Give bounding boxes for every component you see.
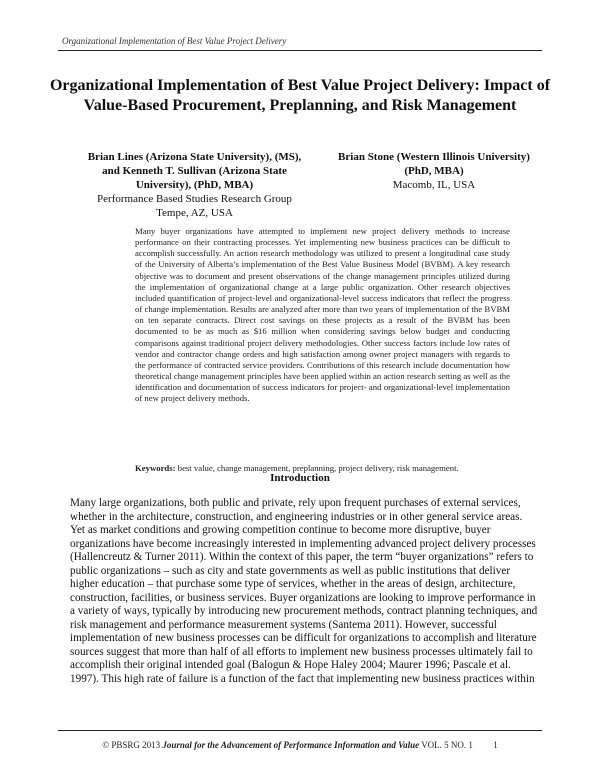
author-1-name-line-3: University), (PhD, MBA): [135, 179, 254, 191]
author-2-name-line-2: (PhD, MBA): [404, 165, 464, 177]
author-1-name-line-2: and Kenneth T. Sullivan (Arizona State: [102, 165, 287, 177]
abstract: Many buyer organizations have attempted to implement new project delivery methods to increase performance on their contracting processes. Yet implementing new business practices can be difficult to accomplish successfully. An action research methodology was utilized to present a longitudinal case study of the University of Alberta’s implementation of the Best Value Business Model (BVBM). A key research objective was to document and present observations of the change management principles utilized during the implementation of organizational change at a large public organization. Other research objectives included quantification of project-level and organizational-level success indicators that reflect the progress of change implementation. Results are analyzed after more than two years of implementation of the BVBM on ten separate contracts. Direct cost savings on these projects as a result of the BVBM has been documented to be as much as $16 million when considering savings below budget and conducting comparisons against traditional project delivery methodologies. Other success factors include low rates of vendor and contractor change orders and high satisfaction among owner project managers with regards to the performance of contracted service providers. Contributions of this research include documentation how theoretical change management principles have been applied within an action research setting as well as the identification and documentation of success indicators for project- and organizational-level implementation of new project delivery methods.: [135, 226, 510, 404]
author-1-affiliation: Performance Based Studies Research Group: [97, 193, 292, 205]
footer-copyright: © PBSRG 2013: [102, 740, 161, 750]
running-head: Organizational Implementation of Best Value Project Delivery: [62, 36, 287, 46]
author-1-name-line-1: Brian Lines (Arizona State University), (MS),: [87, 151, 302, 163]
keywords-label: Keywords:: [135, 463, 176, 473]
author-2: [322, 150, 546, 192]
page-footer: [0, 740, 600, 750]
footer-page-number: 1: [493, 740, 498, 750]
author-2-location: Macomb, IL, USA: [392, 179, 476, 191]
footer-volume: VOL. 5 NO. 1: [421, 740, 473, 750]
body-paragraph: Many large organizations, both public and private, rely upon frequent purchases of external services, whether in the architecture, construction, and engineering industries or in other general service areas. Yet as market conditions and growing competition continue to become more disruptive, buyer organizations have become increasingly interested in implementing advanced project delivery processes (Hallencreutz & Turner 2011). Within the context of this paper, the term “buyer organizations” refers to public organizations – such as city and state governments as well as public institutions that deliver higher education – that purchase some type of services, whether in the areas of design, architecture, construction, facilities, or business services. Buyer organizations are looking to improve performance in a variety of ways, typically by introducing new procurement methods, contract planning techniques, and risk management and performance measurement systems (Santema 2011). However, successful implementation of new business processes can be difficult for organizations to accomplish and literature sources suggest that more than half of all efforts to implement new business processes ultimately fail to accomplish their original intended goal (Balogun & Hope Haley 2004; Maurer 1996; Pascale et al. 1997). This high rate of failure is a function of the fact that implementing new business practices within: [70, 497, 538, 685]
header-rule: [58, 50, 542, 51]
footer-rule: [58, 730, 542, 731]
author-1: [62, 150, 327, 220]
author-1-location: Tempe, AZ, USA: [156, 207, 233, 219]
footer-journal: Journal for the Advancement of Performance Information and Value: [162, 740, 420, 750]
paper-title: Organizational Implementation of Best Value Project Delivery: Impact of Value-Based Procurement, Preplanning, and Risk Management: [49, 77, 551, 114]
author-block: [62, 150, 538, 220]
section-heading-introduction: Introduction: [270, 472, 330, 484]
keywords-list: best value, change management, preplanning, project delivery, risk management.: [177, 463, 459, 473]
author-2-name-line-1: Brian Stone (Western Illinois University): [338, 151, 530, 163]
